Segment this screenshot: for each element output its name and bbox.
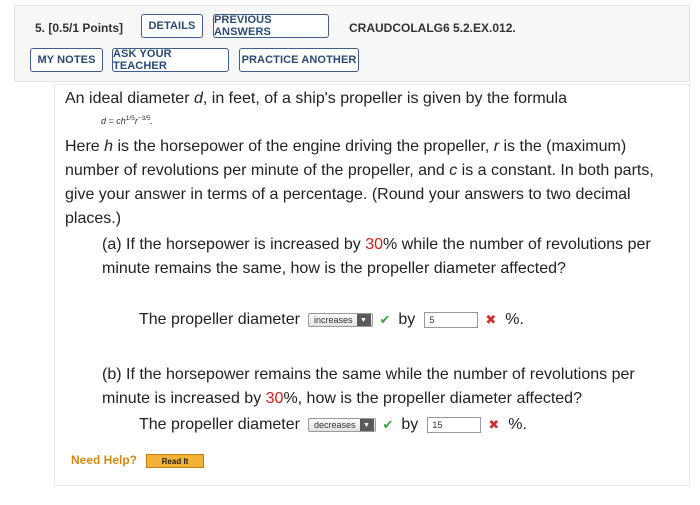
question-content xyxy=(54,84,690,486)
part-a-question: (a) If the horsepower is increased by 30% while the number of revolutions per minute remains the same, how is the propeller diameter affected? xyxy=(102,236,651,277)
cross-icon: ✖ xyxy=(488,417,500,432)
cross-icon: ✖ xyxy=(485,312,497,327)
previous-answers-button[interactable]: PREVIOUS ANSWERS xyxy=(213,14,329,38)
chevron-down-icon: ▼ xyxy=(360,419,374,431)
part-b-percent: 30 xyxy=(265,390,284,407)
practice-another-button[interactable]: PRACTICE ANOTHER xyxy=(239,48,359,72)
variable-c: c xyxy=(449,162,458,179)
question-code: CRAUDCOLALG6 5.2.EX.012. xyxy=(349,21,516,35)
check-icon: ✔ xyxy=(379,312,391,327)
details-button[interactable]: DETAILS xyxy=(141,14,203,38)
variable-h: h xyxy=(104,138,114,155)
part-b-direction-select[interactable] xyxy=(308,418,376,432)
part-a-select-value: increases xyxy=(313,315,353,325)
problem-intro: An ideal diameter d, in feet, of a ship's propeller is given by the formula xyxy=(65,90,568,107)
part-a-unit: %. xyxy=(505,311,524,328)
my-notes-button[interactable]: MY NOTES xyxy=(30,48,103,72)
question-index: 5. xyxy=(35,21,46,35)
part-a-percent: 30 xyxy=(365,236,384,253)
part-a-percent-input[interactable]: 5 xyxy=(424,312,478,328)
question-number xyxy=(35,21,123,35)
ask-your-teacher-button[interactable]: ASK YOUR TEACHER xyxy=(112,48,229,72)
question-header xyxy=(14,5,690,82)
part-b-answer-label: The propeller diameter xyxy=(139,416,300,433)
part-a-answer-label: The propeller diameter xyxy=(139,311,300,328)
propeller-formula: $d = ch^{1/5}r^{-3/5}$. xyxy=(101,115,154,126)
need-help-label: Need Help? xyxy=(71,453,138,467)
problem-description: Here h is the horsepower of the engine driving the propeller, r is the (maximum) number of revolutions per minute of the propeller, and c is a constant. In both parts, give your answer in terms of a percentage. (Round your answers to two decimal places.) xyxy=(65,138,654,227)
part-a-by-label: by xyxy=(398,311,416,328)
part-b-unit: %. xyxy=(508,416,527,433)
part-a-direction-select[interactable] xyxy=(308,313,373,327)
variable-d: d xyxy=(193,90,203,107)
part-b-percent-input[interactable]: 15 xyxy=(427,417,481,433)
part-b-question: (b) If the horsepower remains the same while the number of revolutions per minute is increased by 30%, how is the propeller diameter affected? xyxy=(102,366,635,407)
part-b-answer-row xyxy=(139,416,527,434)
chevron-down-icon: ▼ xyxy=(357,314,371,326)
variable-r: r xyxy=(493,138,500,155)
part-b-by-label: by xyxy=(401,416,419,433)
check-icon: ✔ xyxy=(382,417,394,432)
part-b-select-value: decreases xyxy=(313,420,356,430)
read-it-button[interactable]: Read It xyxy=(146,454,204,468)
question-points: [0.5/1 Points] xyxy=(48,21,124,35)
part-a-answer-row xyxy=(139,311,524,329)
